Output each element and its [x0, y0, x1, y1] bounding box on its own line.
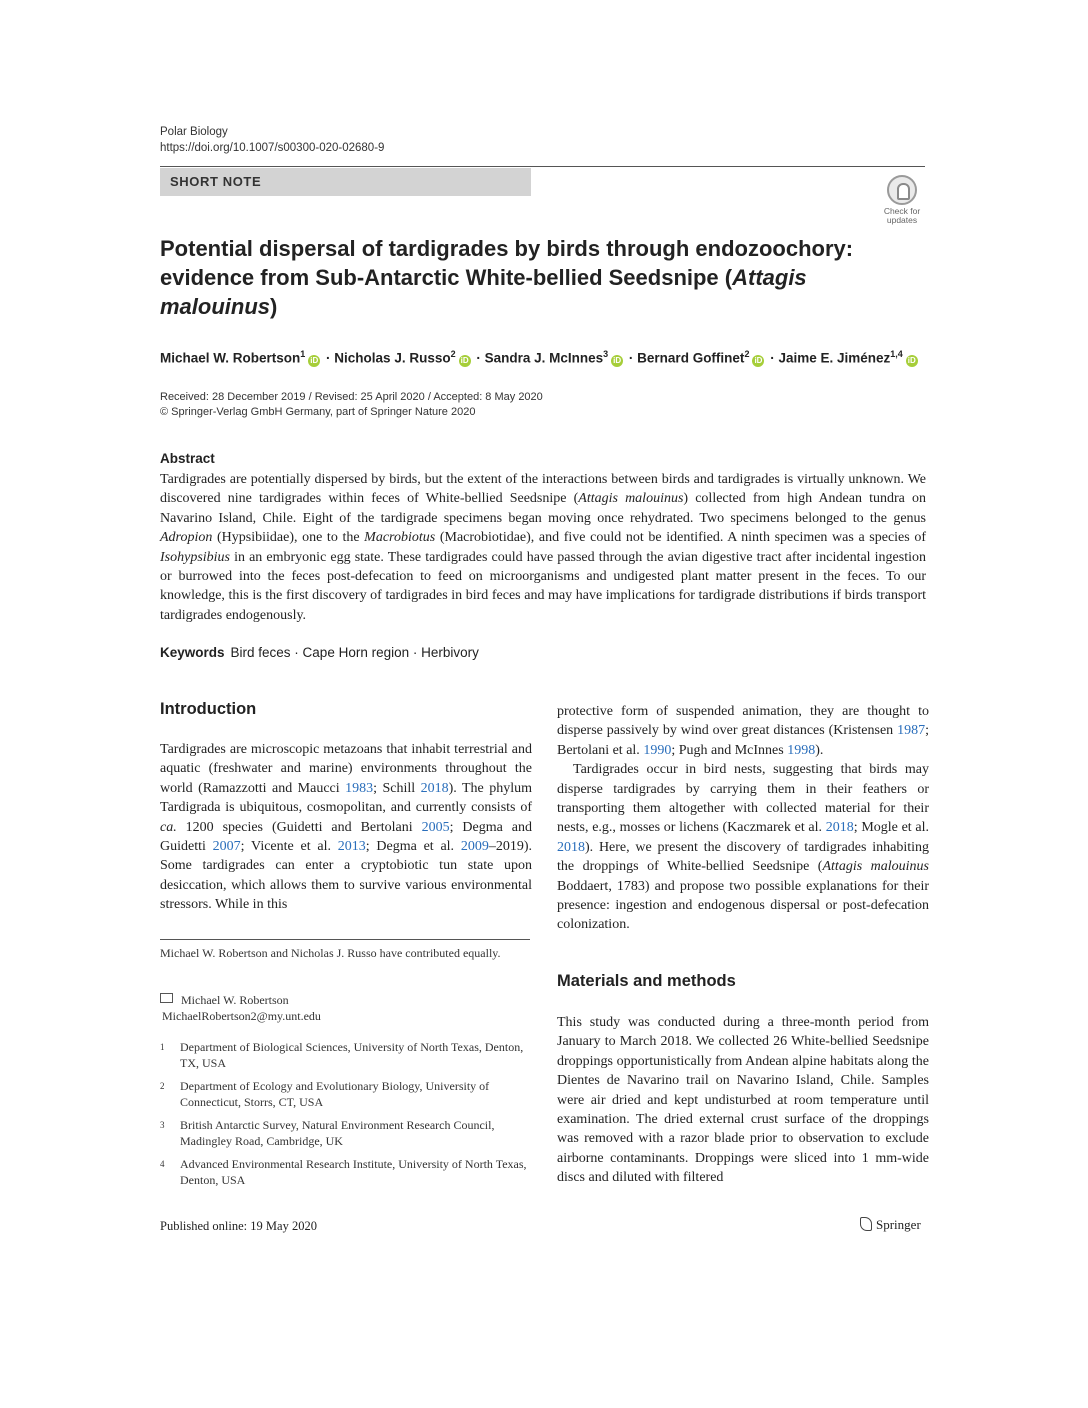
- author-affiliation-marker: 2: [450, 349, 456, 359]
- text: ; Mogle et al.: [853, 820, 929, 836]
- affiliation-item: [160, 1079, 530, 1110]
- abstract-italic: Attagis malouinus: [578, 491, 684, 507]
- text: Tardigrades are microscopic metazoans that inhabit terrestrial and aquatic (freshwater and marine) environments throughout the world (Ramazzotti and Maucci: [160, 742, 532, 796]
- keywords-text: Bird feces · Cape Horn region · Herbivory: [230, 645, 479, 660]
- contact-email[interactable]: MichaelRobertson2@my.unt.edu: [162, 1008, 321, 1023]
- check-for-updates-badge[interactable]: [876, 175, 928, 225]
- badge-label: [876, 207, 928, 225]
- affiliation-number: 3: [160, 1120, 165, 1130]
- affiliation-text: Department of Ecology and Evolutionary Biology, University of Connecticut, Storrs, CT, USA: [180, 1079, 490, 1109]
- affiliation-item: [160, 1157, 530, 1188]
- text: ; Pugh and McInnes: [671, 742, 788, 758]
- abstract-text: (Macrobiotidae), and five could not be identified. A ninth specimen was a species of: [435, 530, 926, 546]
- citation-link[interactable]: 1987: [897, 723, 926, 739]
- affiliation-number: 1: [160, 1042, 165, 1052]
- title-close: ): [270, 294, 278, 319]
- citation-link[interactable]: 1998: [787, 742, 816, 758]
- citation-link[interactable]: 2005: [421, 819, 450, 835]
- introduction-body: [160, 740, 532, 915]
- abstract-italic: Isohypsibius: [160, 549, 230, 565]
- text: ; Schill: [373, 780, 421, 796]
- text: Tardigrades occur in bird nests, suggesting that birds may disperse tardigrades by carrying them in their feathers or transporting them altogether with collected material for their nests, e.g., mosses or lichens (Kaczmarek et al.: [557, 762, 929, 836]
- author-affiliation-marker: 2: [744, 349, 750, 359]
- methods-heading: Materials and methods: [557, 972, 736, 990]
- author-name[interactable]: Michael W. Robertson: [160, 350, 301, 366]
- journal-name: Polar Biology: [160, 126, 228, 138]
- article-type-bar: SHORT NOTE: [160, 168, 531, 196]
- orcid-icon[interactable]: iD: [460, 355, 469, 365]
- author-affiliation-marker: 1,4: [890, 349, 903, 359]
- text: ; Degma et al.: [365, 839, 461, 855]
- citation-link[interactable]: 2018: [557, 839, 585, 855]
- header-rule: [160, 166, 925, 167]
- keywords-label: Keywords: [160, 645, 225, 660]
- footnote-rule: [160, 939, 530, 940]
- title-line-3: [160, 292, 930, 321]
- author-list: [160, 344, 940, 369]
- history-dates: Received: 28 December 2019 / Revised: 25 April 2020 / Accepted: 8 May 2020: [160, 391, 543, 403]
- citation-link[interactable]: 2013: [337, 839, 366, 855]
- abstract-italic: Adropion: [160, 530, 213, 546]
- text: protective form of suspended animation, they are thought to disperse passively by wind over great distances (Kristensen: [557, 704, 929, 739]
- text: ). Here, we present the discovery of tardigrades inhabiting the droppings of White-bellied Seedsnipe (: [557, 839, 929, 875]
- affiliation-text: Department of Biological Sciences, University of North Texas, Denton, TX, USA: [180, 1040, 524, 1070]
- affiliation-item: [160, 1040, 530, 1071]
- text: ; Bertolani et al.: [557, 723, 929, 758]
- keywords: [160, 645, 479, 660]
- article-title: [160, 234, 930, 321]
- doi-link[interactable]: https://doi.org/10.1007/s00300-020-02680-9: [160, 142, 385, 154]
- copyright: © Springer-Verlag GmbH Germany, part of Springer Nature 2020: [160, 406, 476, 418]
- orcid-icon[interactable]: iD: [754, 355, 763, 365]
- citation-link[interactable]: 1983: [345, 780, 374, 796]
- badge-line-2: updates: [886, 215, 918, 225]
- right-column-text: [557, 702, 929, 935]
- abstract-heading: Abstract: [160, 451, 215, 466]
- orcid-icon[interactable]: iD: [613, 355, 622, 365]
- intro-paragraph: [557, 702, 929, 760]
- abstract-body: [160, 470, 926, 625]
- methods-body: [557, 1013, 929, 1188]
- article-dates: [160, 390, 543, 420]
- contact-name: Michael W. Robertson: [181, 993, 289, 1007]
- springer-horse-icon: [860, 1217, 872, 1231]
- title-text: evidence from Sub-Antarctic White-bellied Seedsnipe (: [160, 265, 733, 290]
- text: –2019). Some tardigrades can enter a cryptobiotic tun state upon desiccation, which allows them to survive various environmental stressors. While in this: [160, 839, 532, 913]
- author-name[interactable]: Sandra J. McInnes: [484, 350, 604, 366]
- author-name[interactable]: Nicholas J. Russo: [334, 350, 451, 366]
- title-line-1: Potential dispersal of tardigrades by birds through endozoochory:: [160, 236, 854, 261]
- abstract-italic: Macrobiotus: [364, 530, 436, 546]
- intro-paragraph: [160, 740, 532, 915]
- author-affiliation-marker: 1: [300, 349, 306, 359]
- methods-paragraph: This study was conducted during a three-month period from January to March 2018. We collected 26 White-bellied Seedsnipe droppings opportunistically from Andean alpine habitats along the Dientes de Navarino trail on Navarino Island, Chile. Samples were air dried and kept undisturbed at room temperature until examination. The dried external crust surface of the droppings was removed with a razor blade prior to observation to exclude airborne contaminants. Droppings were sliced into 1 mm-wide discs and diluted with filtered: [557, 1015, 929, 1186]
- affiliation-text: British Antarctic Survey, Natural Environment Research Council, Madingley Road, Cambridge, UK: [180, 1118, 495, 1148]
- publisher-logo: [860, 1217, 921, 1233]
- orcid-icon[interactable]: iD: [907, 355, 916, 365]
- badge-line-1: Check for: [883, 206, 921, 216]
- italic-text: Attagis malouinus: [822, 859, 930, 875]
- title-line-2: [160, 263, 930, 292]
- text: ).: [815, 742, 824, 758]
- abstract-text: in an embryonic egg state. These tardigrades could have passed through the avian digestive tract after incidental ingestion or burrowed into the feces post-defecation to feed on microorganisms and undigested plant matter present in the feces. To our knowledge, this is the first discovery of tardigrades in bird feces and may have implications for tardigrade distributions if birds transport tardigrades endogenously.: [160, 549, 926, 623]
- citation-link[interactable]: 2009: [460, 839, 489, 855]
- text: ). The phylum Tardigrada is ubiquitous, cosmopolitan, and currently consists of: [160, 780, 532, 816]
- citation-link[interactable]: 2018: [825, 820, 854, 836]
- contribution-note: Michael W. Robertson and Nicholas J. Russo have contributed equally.: [160, 946, 501, 960]
- abstract-text: Tardigrades are potentially dispersed by birds, but the extent of the interactions between birds and tardigrades is virtually unknown. We discovered nine tardigrades within feces of White-bellied Seedsnipe (: [160, 472, 926, 507]
- text: ; Degma and Guidetti: [160, 819, 532, 855]
- abstract-text: ) collected from high Andean tundra on Navarino Island, Chile. Eight of the tardigrade specimens began moving once rehydrated. Two specimens belonged to the genus: [160, 491, 926, 526]
- publisher-name: Springer: [876, 1217, 921, 1232]
- author-affiliation-marker: 3: [603, 349, 609, 359]
- orcid-icon[interactable]: iD: [310, 355, 319, 365]
- affiliation-number: 2: [160, 1081, 165, 1091]
- affiliation-text: Advanced Environmental Research Institute, University of North Texas, Denton, USA: [180, 1157, 527, 1187]
- published-online: Published online: 19 May 2020: [160, 1219, 317, 1233]
- introduction-heading: Introduction: [160, 700, 257, 718]
- title-species-epithet: malouinus: [160, 294, 271, 319]
- author-name[interactable]: Jaime E. Jiménez: [778, 350, 891, 366]
- affiliation-item: [160, 1118, 530, 1149]
- title-species-genus: Attagis: [732, 265, 807, 290]
- envelope-icon: [160, 993, 173, 1003]
- author-name[interactable]: Bernard Goffinet: [637, 350, 745, 366]
- author-separator: ·: [625, 350, 638, 366]
- affiliation-list: [160, 1040, 530, 1196]
- text: ; Vicente et al.: [240, 839, 338, 855]
- check-for-updates-icon: [887, 175, 917, 205]
- author-separator: ·: [766, 350, 779, 366]
- corresponding-author: [160, 993, 530, 1024]
- intro-paragraph: [557, 760, 929, 935]
- citation-link[interactable]: 2018: [420, 780, 449, 796]
- citation-link[interactable]: 2007: [212, 839, 241, 855]
- italic-text: ca.: [160, 819, 177, 835]
- citation-link[interactable]: 1990: [643, 742, 672, 758]
- text: Boddaert, 1783) and propose two possible explanations for their presence: ingestion and endogenous dispersal or post-defecation colonization.: [557, 878, 929, 933]
- author-separator: ·: [472, 350, 485, 366]
- text: 1200 species (Guidetti and Bertolani: [176, 819, 422, 835]
- affiliation-number: 4: [160, 1159, 165, 1169]
- author-separator: ·: [322, 350, 335, 366]
- journal-info: [160, 124, 384, 156]
- abstract-text: (Hypsibiidae), one to the: [212, 530, 365, 546]
